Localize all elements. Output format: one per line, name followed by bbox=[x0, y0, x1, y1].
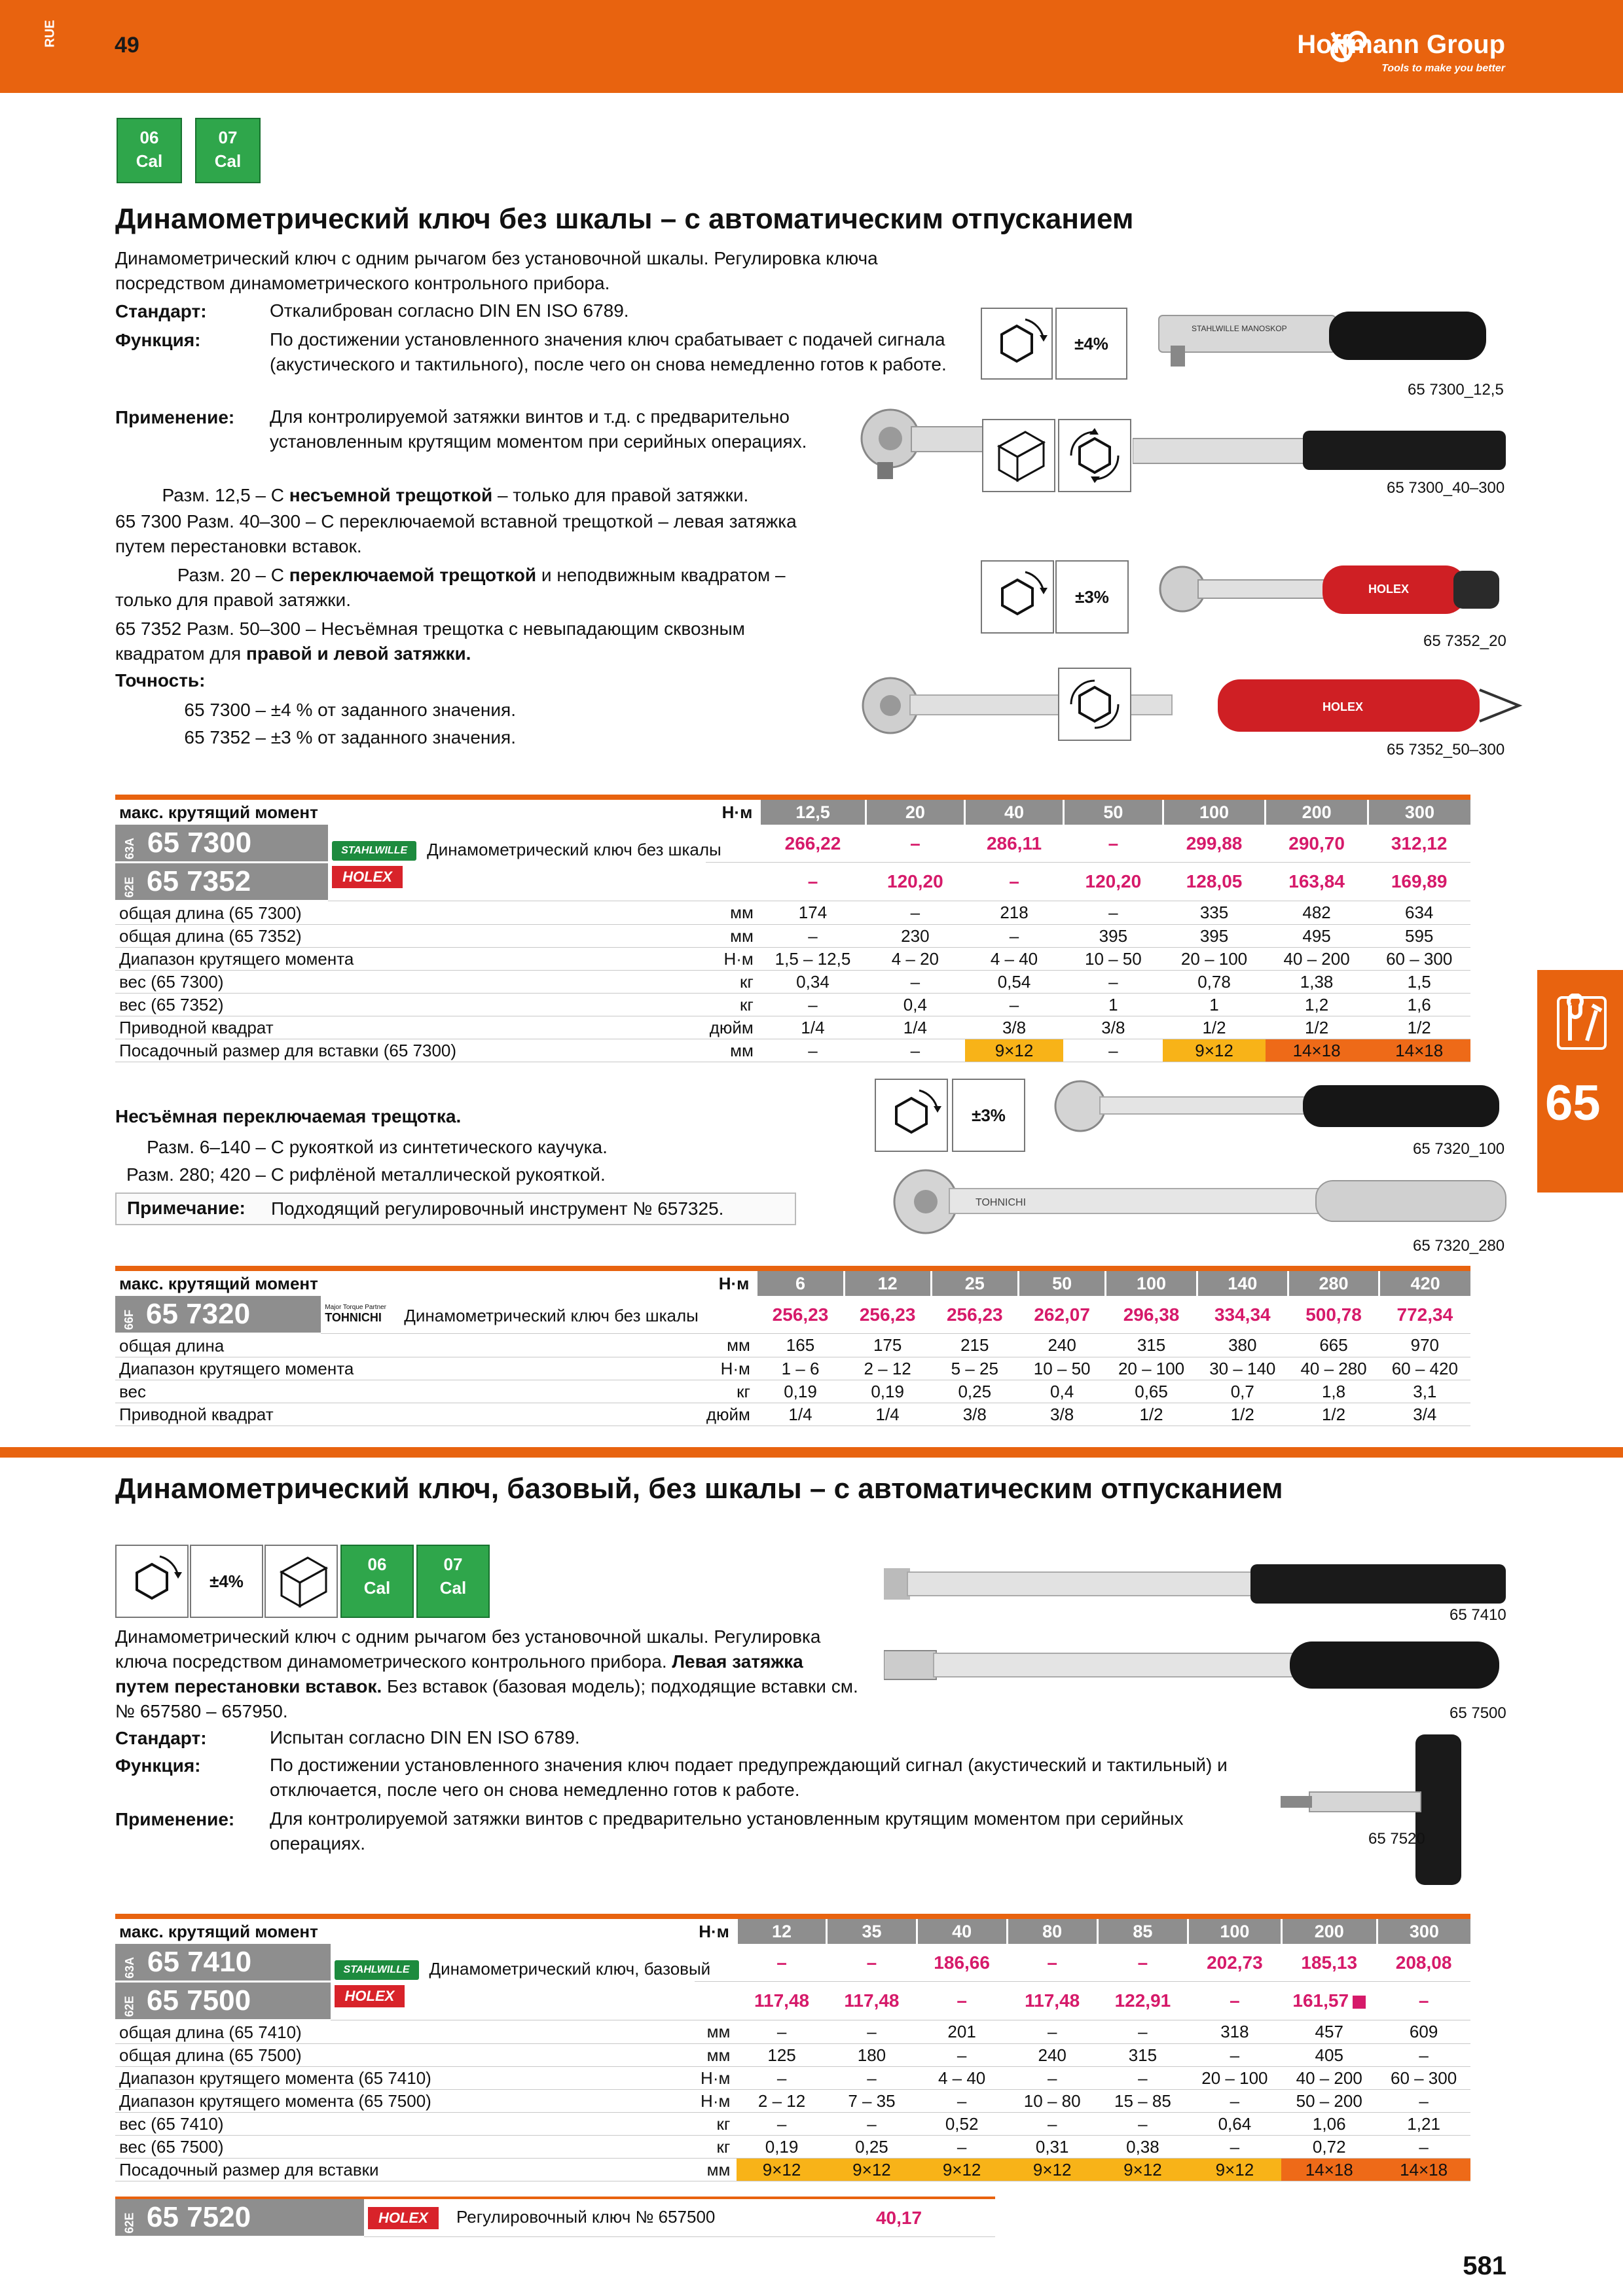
image-caption: 65 7320_280 bbox=[1413, 1237, 1505, 1255]
table-row bbox=[115, 2136, 1470, 2159]
table-cell: 380 bbox=[1197, 1334, 1288, 1357]
article-row[interactable]: 62E 65 7352 – 120,20 – 120,20 128,05 163,84 169,89 bbox=[115, 863, 1470, 901]
table-cell: 0,64 bbox=[1188, 2113, 1282, 2136]
spec-table-1 bbox=[115, 795, 1470, 1062]
wrench-image bbox=[1152, 302, 1493, 374]
table-cell: 40 – 200 bbox=[1266, 948, 1368, 971]
row-unit: дюйм bbox=[702, 1403, 757, 1426]
wrench-image bbox=[884, 1165, 1512, 1237]
table-cell: 1,5 – 12,5 bbox=[760, 948, 866, 971]
table-cell: 40 – 280 bbox=[1288, 1357, 1379, 1380]
article-number: 62E 65 7520 bbox=[115, 2198, 364, 2237]
row-unit: мм bbox=[695, 2020, 737, 2044]
variant-line: Разм. 12,5 – С несъемной трещоткой – только для правой затяжки. bbox=[162, 485, 749, 505]
row-unit: мм bbox=[695, 2159, 737, 2181]
top-bar bbox=[0, 0, 1623, 93]
svg-text:HOLEX: HOLEX bbox=[1322, 700, 1364, 713]
row-label: общая длина (65 7500) bbox=[115, 2044, 695, 2067]
table-header-row: макс. крутящий момент Н·м 12 35 40 80 85 100 200 300 bbox=[115, 1916, 1470, 1944]
table-cell: – bbox=[1063, 971, 1163, 994]
hex-rotate-icon bbox=[981, 308, 1053, 380]
category-tab[interactable] bbox=[1537, 970, 1623, 1193]
tolerance-badge: ±3% bbox=[952, 1079, 1025, 1152]
table-cell: 595 bbox=[1368, 925, 1470, 948]
table-cell: 125 bbox=[737, 2044, 826, 2067]
table-cell: 9×12 bbox=[1163, 1039, 1266, 1062]
table-cell: 495 bbox=[1266, 925, 1368, 948]
table-cell: 1/4 bbox=[757, 1403, 844, 1426]
cal-badge-07: 07 Cal bbox=[195, 118, 261, 183]
variant-line: 65 7352 Разм. 50–300 – Несъёмная трещотка с невыпадающим сквозным квадратом для правой и левой затяжки. bbox=[115, 619, 745, 664]
table-cell: 1/4 bbox=[866, 1016, 964, 1039]
table-cell: 7 – 35 bbox=[827, 2090, 917, 2113]
row-label: вес (65 7300) bbox=[115, 971, 706, 994]
table-cell: 457 bbox=[1281, 2020, 1377, 2044]
row-label: вес (65 7500) bbox=[115, 2136, 695, 2159]
function-text: По достижении установленного значения ключ срабатывает с подачей сигнала (акустического и тактильного), после чего он снова немедленно готов к работе. bbox=[270, 329, 947, 374]
table-cell: 240 bbox=[1018, 1334, 1106, 1357]
application-label: Применение: bbox=[115, 1809, 235, 1829]
table-row bbox=[115, 994, 1470, 1016]
table-cell: 9×12 bbox=[917, 2159, 1007, 2181]
table-cell: 9×12 bbox=[1097, 2159, 1188, 2181]
table-cell: 60 – 300 bbox=[1377, 2067, 1470, 2090]
table-cell: 0,54 bbox=[965, 971, 1064, 994]
table-cell: 335 bbox=[1163, 901, 1266, 925]
table-cell: 482 bbox=[1266, 901, 1368, 925]
table-cell: 2 – 12 bbox=[844, 1357, 931, 1380]
brand-tagline: Tools to make you better bbox=[1381, 63, 1505, 74]
table-row bbox=[115, 1403, 1470, 1426]
table-cell: – bbox=[1188, 2044, 1282, 2067]
table-row bbox=[115, 1016, 1470, 1039]
accuracy-line: 65 7352 – ±3 % от заданного значения. bbox=[184, 727, 516, 747]
function-label: Функция: bbox=[115, 1755, 201, 1776]
wrench-icon bbox=[1556, 994, 1608, 1052]
table-cell: 0,4 bbox=[866, 994, 964, 1016]
article-number: 63A 65 7300 bbox=[115, 825, 328, 863]
table-cell: 1,6 bbox=[1368, 994, 1470, 1016]
table-cell: – bbox=[827, 2113, 917, 2136]
table-cell: – bbox=[1097, 2020, 1188, 2044]
new-marker-icon bbox=[1353, 1996, 1366, 2009]
table-cell: 9×12 bbox=[827, 2159, 917, 2181]
function-text: По достижении установленного значения ключ подает предупреждающий сигнал (акустический и тактильный) и отключается, после чего он снова немедленно готов к работе. bbox=[270, 1755, 1228, 1800]
hex-rotate-icon bbox=[1058, 419, 1131, 492]
table-cell: – bbox=[1007, 2113, 1097, 2136]
table-cell: 1,38 bbox=[1266, 971, 1368, 994]
table-cell: – bbox=[1063, 901, 1163, 925]
table-cell: – bbox=[866, 1039, 964, 1062]
wrench-image bbox=[884, 1558, 1512, 1610]
article-row[interactable]: 63A 65 7300 STAHLWILLE HOLEX Динамометрический ключ без шкалы 266,22 – 286,11 – 299,88 290,70 312,12 bbox=[115, 825, 1470, 863]
table-cell: 0,72 bbox=[1281, 2136, 1377, 2159]
row-label: Посадочный размер для вставки bbox=[115, 2159, 695, 2181]
table-cell: – bbox=[1377, 2136, 1470, 2159]
table-cell: 665 bbox=[1288, 1334, 1379, 1357]
table-cell: 240 bbox=[1007, 2044, 1097, 2067]
table-cell: 30 – 140 bbox=[1197, 1357, 1288, 1380]
section-title: Динамометрический ключ без шкалы – с автоматическим отпусканием bbox=[115, 203, 1134, 235]
table-cell: 609 bbox=[1377, 2020, 1470, 2044]
image-caption: 65 7520 bbox=[1368, 1830, 1425, 1848]
language-code: RUE bbox=[43, 20, 58, 48]
image-caption: 65 7300_40–300 bbox=[1387, 479, 1505, 497]
table-cell: 10 – 50 bbox=[1018, 1357, 1106, 1380]
stahlwille-logo: STAHLWILLE bbox=[335, 1960, 419, 1980]
spec-table-3 bbox=[115, 1914, 1470, 2181]
row-unit: мм bbox=[695, 2044, 737, 2067]
table-cell: 9×12 bbox=[737, 2159, 826, 2181]
table-cell: 201 bbox=[917, 2020, 1007, 2044]
table-cell: 1,21 bbox=[1377, 2113, 1470, 2136]
table-cell: 1 bbox=[1063, 994, 1163, 1016]
table-cell: 3/4 bbox=[1379, 1403, 1470, 1426]
table-cell: – bbox=[965, 994, 1064, 1016]
tolerance-badge: ±3% bbox=[1055, 560, 1129, 634]
table-row bbox=[115, 2020, 1470, 2044]
table-cell: 1 bbox=[1163, 994, 1266, 1016]
table-row bbox=[115, 2067, 1470, 2090]
article-number: 66F 65 7320 bbox=[115, 1296, 321, 1334]
row-label: Диапазон крутящего момента (65 7410) bbox=[115, 2067, 695, 2090]
table-cell: – bbox=[1097, 2067, 1188, 2090]
table-cell: 14×18 bbox=[1281, 2159, 1377, 2181]
row-label: Диапазон крутящего момента (65 7500) bbox=[115, 2090, 695, 2113]
table-cell: 175 bbox=[844, 1334, 931, 1357]
table-cell: – bbox=[760, 994, 866, 1016]
table-cell: – bbox=[1188, 2090, 1282, 2113]
row-label: вес (65 7410) bbox=[115, 2113, 695, 2136]
table-cell: 315 bbox=[1106, 1334, 1197, 1357]
table-cell: 395 bbox=[1063, 925, 1163, 948]
row-unit: кг bbox=[706, 971, 760, 994]
square-drive-icon bbox=[264, 1545, 338, 1618]
table-cell: – bbox=[1377, 2044, 1470, 2067]
wrench-image bbox=[851, 670, 1525, 742]
table-cell: – bbox=[965, 925, 1064, 948]
table-cell: 4 – 40 bbox=[917, 2067, 1007, 2090]
table-cell: 60 – 300 bbox=[1368, 948, 1470, 971]
section-divider bbox=[0, 1447, 1623, 1458]
svg-text:HOLEX: HOLEX bbox=[1368, 583, 1410, 596]
row-unit: Н·м bbox=[702, 1357, 757, 1380]
table-cell: 1,5 bbox=[1368, 971, 1470, 994]
table-row bbox=[115, 2090, 1470, 2113]
row-label: вес (65 7352) bbox=[115, 994, 706, 1016]
table-cell: 174 bbox=[760, 901, 866, 925]
row-unit: Н·м bbox=[695, 2090, 737, 2113]
table-cell: 9×12 bbox=[1188, 2159, 1282, 2181]
standard-label: Стандарт: bbox=[115, 301, 207, 321]
page-number: 581 bbox=[1463, 2251, 1506, 2280]
table-cell: 970 bbox=[1379, 1334, 1470, 1357]
section2-title: Несъёмная переключаемая трещотка. bbox=[115, 1106, 462, 1126]
row-unit: мм bbox=[706, 925, 760, 948]
table-cell: 0,38 bbox=[1097, 2136, 1188, 2159]
table-cell: 1/2 bbox=[1106, 1403, 1197, 1426]
table-cell: – bbox=[737, 2020, 826, 2044]
image-caption: 65 7320_100 bbox=[1413, 1140, 1505, 1158]
wrench-image bbox=[1133, 424, 1512, 476]
row-label: общая длина (65 7352) bbox=[115, 925, 706, 948]
table-cell: 50 – 200 bbox=[1281, 2090, 1377, 2113]
section2-line: Разм. 6–140 – С рукояткой из синтетического каучука. bbox=[147, 1137, 608, 1157]
table-cell: 9×12 bbox=[1007, 2159, 1097, 2181]
article-row[interactable]: 62E 65 7500 117,48 117,48 – 117,48 122,91 – 161,57 – bbox=[115, 1982, 1470, 2020]
table-cell: – bbox=[917, 2136, 1007, 2159]
holex-logo: HOLEX bbox=[368, 2207, 439, 2229]
table-row bbox=[115, 901, 1470, 925]
tohnichi-logo: Major Torque Partner TOHNICHI bbox=[325, 1303, 387, 1324]
image-caption: 65 7352_20 bbox=[1423, 632, 1506, 650]
square-drive-icon bbox=[982, 419, 1055, 492]
table-cell: – bbox=[1007, 2067, 1097, 2090]
page-number-top: 49 bbox=[115, 33, 139, 58]
standard-label: Стандарт: bbox=[115, 1728, 207, 1748]
table-cell: 14×18 bbox=[1266, 1039, 1368, 1062]
row-unit: Н·м bbox=[695, 2067, 737, 2090]
row-label: Приводной квадрат bbox=[115, 1403, 702, 1426]
table-cell: 215 bbox=[931, 1334, 1018, 1357]
application-label: Применение: bbox=[115, 407, 235, 427]
row-label: общая длина (65 7300) bbox=[115, 901, 706, 925]
table-cell: – bbox=[1007, 2020, 1097, 2044]
table-row bbox=[115, 925, 1470, 948]
table-cell: – bbox=[1188, 2136, 1282, 2159]
table-cell: – bbox=[1063, 1039, 1163, 1062]
table-cell: 10 – 80 bbox=[1007, 2090, 1097, 2113]
variant-line: 65 7300 Разм. 40–300 – С переключаемой вставной трещоткой – левая затяжка путем перестановки вставок. bbox=[115, 511, 797, 556]
adjusting-key-table bbox=[115, 2197, 995, 2238]
table-cell: – bbox=[866, 901, 964, 925]
row-unit: мм bbox=[706, 901, 760, 925]
cal-badge-06: 06 Cal bbox=[117, 118, 182, 183]
table-cell: 0,78 bbox=[1163, 971, 1266, 994]
article-row[interactable]: 66F 65 7320 Major Torque Partner TOHNICHI Динамометрический ключ без шкалы 256,23 256,23 256,23 262,07 296,38 334,34 500,78 772,34 bbox=[115, 1296, 1470, 1334]
table-cell: 1,2 bbox=[1266, 994, 1368, 1016]
cal-badge-06: 06 Cal bbox=[340, 1545, 414, 1618]
table-cell: 4 – 40 bbox=[965, 948, 1064, 971]
table-cell: 1 – 6 bbox=[757, 1357, 844, 1380]
table-cell: 0,25 bbox=[827, 2136, 917, 2159]
table-cell: 0,34 bbox=[760, 971, 866, 994]
table-cell: – bbox=[1377, 2090, 1470, 2113]
row-unit: дюйм bbox=[706, 1016, 760, 1039]
article-number: 63A 65 7410 bbox=[115, 1944, 331, 1982]
table-cell: 3/8 bbox=[1063, 1016, 1163, 1039]
wrench-image bbox=[884, 1636, 1512, 1695]
tolerance-badge: ±4% bbox=[190, 1545, 263, 1618]
table-cell: 218 bbox=[965, 901, 1064, 925]
table-header-row: макс. крутящий момент Н·м 6 12 25 50 100 140 280 420 bbox=[115, 1268, 1470, 1296]
table-cell: 0,19 bbox=[844, 1380, 931, 1403]
stahlwille-logo: STAHLWILLE bbox=[332, 841, 416, 861]
svg-text:STAHLWILLE MANOSKOP: STAHLWILLE MANOSKOP bbox=[1192, 324, 1287, 333]
holex-logo: HOLEX bbox=[332, 866, 403, 888]
spec-table-2 bbox=[115, 1266, 1470, 1426]
table-row bbox=[115, 1334, 1470, 1357]
hex-rotate-icon bbox=[875, 1079, 948, 1152]
table-cell: 230 bbox=[866, 925, 964, 948]
table-cell: 1/4 bbox=[760, 1016, 866, 1039]
row-label: вес bbox=[115, 1380, 702, 1403]
table-cell: 9×12 bbox=[965, 1039, 1064, 1062]
note-box: Примечание: Подходящий регулировочный инструмент № 657325. bbox=[115, 1193, 796, 1225]
accuracy-line: 65 7300 – ±4 % от заданного значения. bbox=[184, 700, 516, 720]
table-cell: 1/2 bbox=[1197, 1403, 1288, 1426]
table-cell: – bbox=[737, 2067, 826, 2090]
hex-rotate-icon bbox=[981, 560, 1054, 634]
section-intro: Динамометрический ключ с одним рычагом без установочной шкалы. Регулировка ключа посредством динамометрического контрольного прибора. bbox=[115, 248, 878, 293]
table-cell: 14×18 bbox=[1377, 2159, 1470, 2181]
table-cell: 405 bbox=[1281, 2044, 1377, 2067]
table-row bbox=[115, 1039, 1470, 1062]
row-label: общая длина bbox=[115, 1334, 702, 1357]
section2-line: Разм. 280; 420 – С рифлёной металлической рукояткой. bbox=[126, 1164, 606, 1185]
standard-text: Откалиброван согласно DIN EN ISO 6789. bbox=[270, 300, 629, 321]
section-title: Динамометрический ключ, базовый, без шкалы – с автоматическим отпусканием bbox=[115, 1473, 1283, 1505]
accuracy-label: Точность: bbox=[115, 670, 206, 691]
row-label: общая длина (65 7410) bbox=[115, 2020, 695, 2044]
table-cell: 3/8 bbox=[1018, 1403, 1106, 1426]
table-cell: 60 – 420 bbox=[1379, 1357, 1470, 1380]
table-row bbox=[115, 2159, 1470, 2181]
table-cell: – bbox=[866, 971, 964, 994]
row-unit: кг bbox=[706, 994, 760, 1016]
table-cell: 1/2 bbox=[1163, 1016, 1266, 1039]
table-cell: 20 – 100 bbox=[1106, 1357, 1197, 1380]
row-unit: кг bbox=[695, 2113, 737, 2136]
table-cell: 3/8 bbox=[931, 1403, 1018, 1426]
table-cell: 2 – 12 bbox=[737, 2090, 826, 2113]
hex-rotate-icon bbox=[115, 1545, 189, 1618]
article-number: 62E 65 7500 bbox=[115, 1982, 331, 2020]
table-cell: – bbox=[827, 2020, 917, 2044]
table-cell: 0,25 bbox=[931, 1380, 1018, 1403]
image-caption: 65 7352_50–300 bbox=[1387, 741, 1505, 759]
table-cell: 40 – 200 bbox=[1281, 2067, 1377, 2090]
row-label: Диапазон крутящего момента bbox=[115, 948, 706, 971]
function-label: Функция: bbox=[115, 330, 201, 350]
standard-text: Испытан согласно DIN EN ISO 6789. bbox=[270, 1727, 580, 1748]
table-row bbox=[115, 1380, 1470, 1403]
variant-line: Разм. 20 – С переключаемой трещоткой и неподвижным квадратом – только для правой затяжки. bbox=[115, 565, 786, 610]
row-unit: мм bbox=[702, 1334, 757, 1357]
brand-logo: Hoffmann Group bbox=[1297, 30, 1505, 59]
table-cell: 165 bbox=[757, 1334, 844, 1357]
table-cell: 395 bbox=[1163, 925, 1266, 948]
table-cell: – bbox=[917, 2090, 1007, 2113]
table-cell: 0,31 bbox=[1007, 2136, 1097, 2159]
table-cell: 1,8 bbox=[1288, 1380, 1379, 1403]
table-cell: 5 – 25 bbox=[931, 1357, 1018, 1380]
table-cell: 14×18 bbox=[1368, 1039, 1470, 1062]
table-cell: 4 – 20 bbox=[866, 948, 964, 971]
table-row bbox=[115, 1357, 1470, 1380]
article-row[interactable]: 62E 65 7520 HOLEX Регулировочный ключ № 657500 40,17 bbox=[115, 2198, 995, 2237]
table-cell: 318 bbox=[1188, 2020, 1282, 2044]
svg-text:TOHNICHI: TOHNICHI bbox=[976, 1197, 1027, 1208]
row-label: Посадочный размер для вставки (65 7300) bbox=[115, 1039, 706, 1062]
application-text: Для контролируемой затяжки винтов и т.д. с предварительно установленным крутящим моментом при серийных операциях. bbox=[270, 406, 807, 452]
image-caption: 65 7410 bbox=[1450, 1606, 1506, 1624]
table-cell: 0,52 bbox=[917, 2113, 1007, 2136]
image-caption: 65 7500 bbox=[1450, 1704, 1506, 1722]
cal-badge-07: 07 Cal bbox=[416, 1545, 490, 1618]
table-cell: 0,7 bbox=[1197, 1380, 1288, 1403]
table-cell: 0,19 bbox=[757, 1380, 844, 1403]
table-row bbox=[115, 971, 1470, 994]
category-number: 65 bbox=[1545, 1075, 1601, 1131]
row-unit: мм bbox=[706, 1039, 760, 1062]
table-cell: 1/4 bbox=[844, 1403, 931, 1426]
table-cell: 0,19 bbox=[737, 2136, 826, 2159]
table-row bbox=[115, 2044, 1470, 2067]
table-cell: – bbox=[737, 2113, 826, 2136]
wrench-image bbox=[1152, 556, 1506, 628]
article-number: 62E 65 7352 bbox=[115, 863, 328, 901]
table-cell: – bbox=[827, 2067, 917, 2090]
table-cell: 1/2 bbox=[1288, 1403, 1379, 1426]
application-text: Для контролируемой затяжки винтов с предварительно установленным крутящим моментом при серийных операциях. bbox=[270, 1808, 1184, 1854]
table-cell: – bbox=[917, 2044, 1007, 2067]
row-unit: кг bbox=[695, 2136, 737, 2159]
table-cell: 0,4 bbox=[1018, 1380, 1106, 1403]
row-label: Диапазон крутящего момента bbox=[115, 1357, 702, 1380]
table-cell: 1/2 bbox=[1266, 1016, 1368, 1039]
table-cell: – bbox=[760, 1039, 866, 1062]
table-cell: 3/8 bbox=[965, 1016, 1064, 1039]
tolerance-badge: ±4% bbox=[1055, 308, 1127, 380]
ratchet-head-image bbox=[851, 404, 995, 483]
table-cell: 1/2 bbox=[1368, 1016, 1470, 1039]
table-cell: 0,65 bbox=[1106, 1380, 1197, 1403]
row-unit: Н·м bbox=[706, 948, 760, 971]
row-label: Приводной квадрат bbox=[115, 1016, 706, 1039]
table-cell: 180 bbox=[827, 2044, 917, 2067]
table-cell: 20 – 100 bbox=[1188, 2067, 1282, 2090]
table-cell: 315 bbox=[1097, 2044, 1188, 2067]
holex-logo: HOLEX bbox=[335, 1985, 405, 2007]
hex-rotate-icon bbox=[1058, 668, 1131, 741]
table-cell: 1,06 bbox=[1281, 2113, 1377, 2136]
table-cell: 634 bbox=[1368, 901, 1470, 925]
table-header-row: макс. крутящий момент Н·м 12,5 20 40 50 100 200 300 bbox=[115, 797, 1470, 825]
table-cell: 15 – 85 bbox=[1097, 2090, 1188, 2113]
table-cell: 20 – 100 bbox=[1163, 948, 1266, 971]
adjusting-key-image bbox=[1270, 1734, 1506, 1885]
section-intro: Динамометрический ключ с одним рычагом без установочной шкалы. Регулировка ключа посредством динамометрического контрольного прибора. Левая затяжка путем перестановки вставок. Без вставок (базовая модель); подходящие вставки см. № 657580 – 657950. bbox=[115, 1626, 858, 1721]
table-cell: 3,1 bbox=[1379, 1380, 1470, 1403]
image-caption: 65 7300_12,5 bbox=[1408, 381, 1504, 399]
row-unit: кг bbox=[702, 1380, 757, 1403]
table-cell: – bbox=[1097, 2113, 1188, 2136]
wrench-image bbox=[1041, 1073, 1512, 1139]
table-row bbox=[115, 2113, 1470, 2136]
table-cell: – bbox=[760, 925, 866, 948]
article-row[interactable]: 63A 65 7410 STAHLWILLE HOLEX Динамометрический ключ, базовый – – 186,66 – – 202,73 185,13 208,08 bbox=[115, 1944, 1470, 1982]
table-cell: 10 – 50 bbox=[1063, 948, 1163, 971]
table-row bbox=[115, 948, 1470, 971]
